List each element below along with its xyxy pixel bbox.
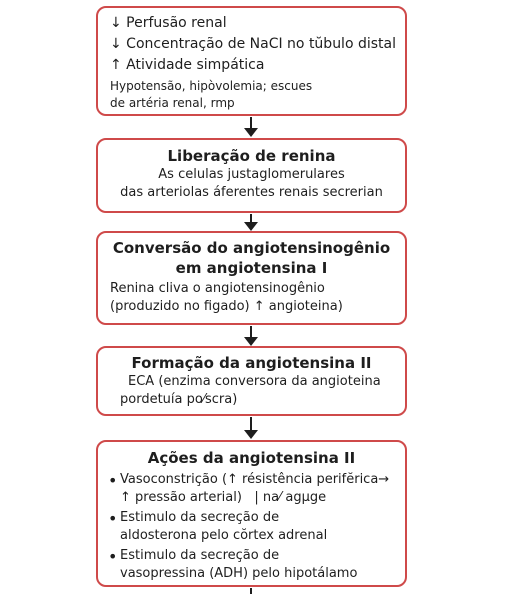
action-1-line-1: Vasoconstrição (↑ résistência perifĕrica→ [120, 472, 390, 487]
box-triggers [96, 6, 407, 116]
conversion-title-2: em angiotensina I [175, 259, 328, 277]
box-angiotensin-ii-formation [96, 346, 407, 416]
renin-release-line-2: das arteriolas áferentes renais secrerian [120, 185, 383, 200]
bullet-icon: • [108, 547, 118, 566]
bullet-icon: • [108, 509, 118, 528]
action-3-line-2: vasopressina (ADH) pelo hipotálamo [120, 566, 358, 581]
action-2-line-2: aldosterona pelo cŏrtex adrenal [120, 528, 328, 543]
trigger-line-sympathetic: ↑ Atividade simpática [110, 57, 265, 73]
formation-line-2: pordetuía po⁄scra) [120, 392, 238, 407]
renin-release-line-1: As celulas justaglomerulares [158, 167, 345, 182]
action-1-line-2: ↑ pressão arterial) | na⁄ agμge [120, 490, 327, 505]
renin-release-title: Liberação de renina [167, 147, 336, 165]
bullet-icon: • [108, 471, 118, 490]
arrow-down-icon [244, 117, 258, 137]
formation-line-1: ECA (enzima conversora da angioteina [128, 374, 381, 389]
trigger-sub-1: Hypotensão, hipòvolemia; escues [110, 79, 313, 93]
action-2-line-1: Estimulo da secreção de [120, 510, 280, 525]
box-renin-release [96, 138, 407, 213]
arrow-down-icon [244, 326, 258, 346]
conversion-line-2: (produzido no figado) ↑ angioteinа) [110, 299, 343, 314]
arrow-down-icon [244, 214, 258, 231]
trigger-line-nacl: ↓ Concentração de NaCI no tŭbulo distal [110, 36, 396, 52]
action-bullet-vasoconstriction [108, 471, 395, 507]
trigger-line-perfusion: ↓ Perfusão renal [110, 15, 227, 31]
actions-title: Ações da angiotensina II [147, 449, 356, 467]
formation-title: Formação da angiotensina II [131, 354, 372, 372]
arrow-down-stub-icon [244, 588, 258, 594]
conversion-title-1: Conversão do angiotensinogênio [112, 239, 391, 257]
box-angiotensin-ii-actions [96, 440, 407, 587]
conversion-line-1: Renina cliva o angiotensinogênio [110, 281, 325, 296]
trigger-sub-2: de artéria renal, rmp [110, 96, 235, 110]
arrow-down-icon [244, 417, 258, 439]
action-bullet-aldosterone [108, 509, 395, 545]
action-bullet-vasopressin [108, 547, 395, 583]
box-conversion [96, 231, 407, 325]
action-3-line-1: Estimulo da secreção de [120, 548, 280, 563]
